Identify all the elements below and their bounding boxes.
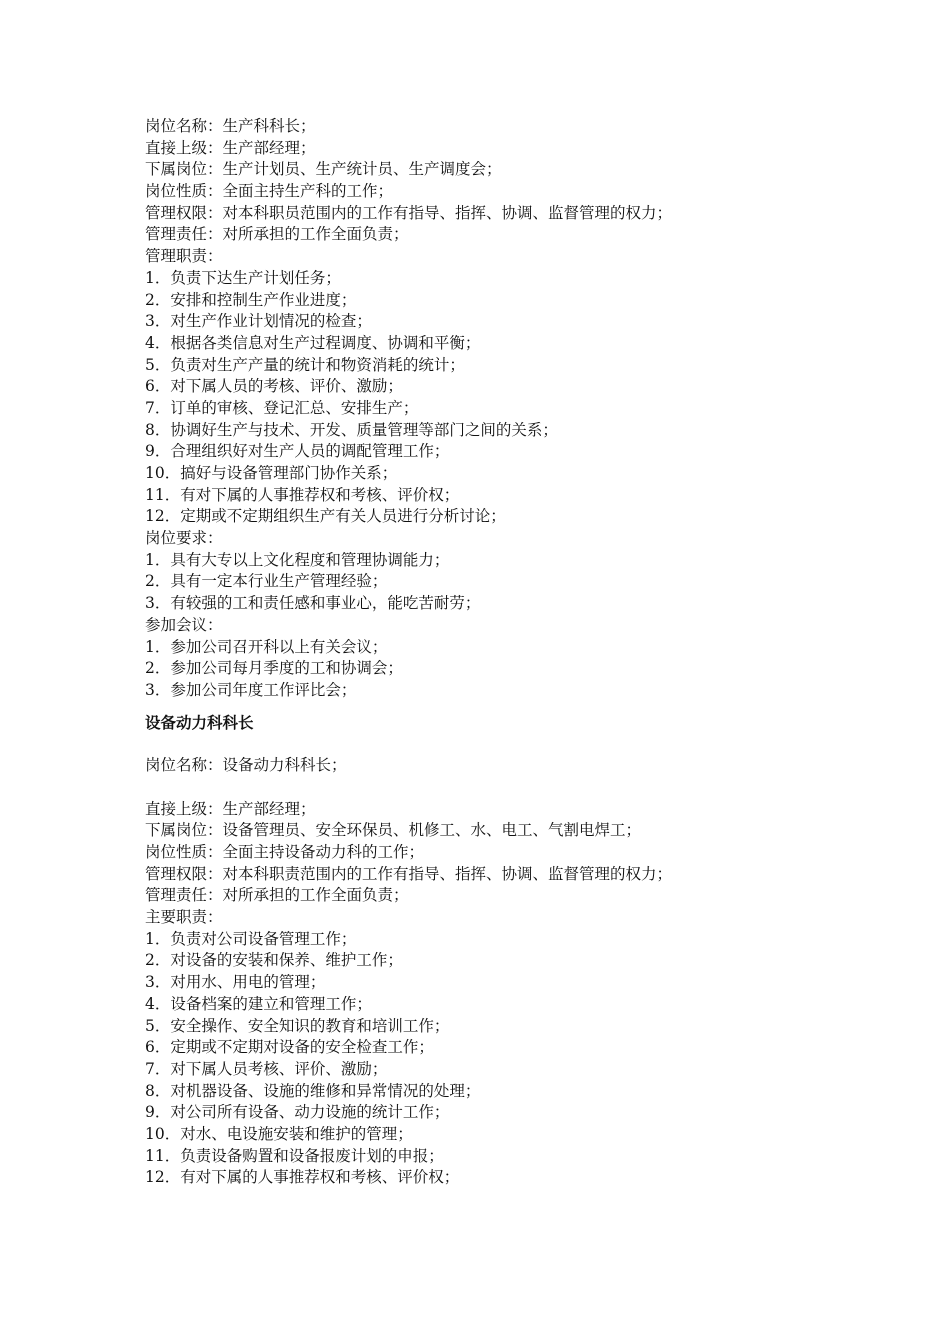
section-heading: 设备动力科科长 — [145, 713, 254, 732]
list-item: 3．对用水、用电的管理； — [145, 973, 326, 992]
text-line: 管理责任：对所承担的工作全面负责； — [145, 886, 409, 905]
list-item: 12．定期或不定期组织生产有关人员进行分析讨论； — [145, 507, 506, 526]
list-item: 7．订单的审核、登记汇总、安排生产； — [145, 398, 419, 417]
list-item: 7．对下属人员考核、评价、激励； — [145, 1059, 388, 1078]
text-line: 下属岗位：生产计划员、生产统计员、生产调度会； — [145, 160, 502, 179]
text-line: 管理权限：对本科职员范围内的工作有指导、指挥、协调、监督管理的权力； — [145, 203, 673, 222]
list-item: 3．有较强的工和责任感和事业心，能吃苦耐劳； — [145, 594, 481, 613]
list-item: 3．参加公司年度工作评比会； — [145, 680, 357, 699]
spacer — [145, 734, 905, 756]
text-line: 直接上级：生产部经理； — [145, 138, 316, 157]
list-item: 10．对水、电设施安装和维护的管理； — [145, 1124, 413, 1143]
text-line: 管理责任：对所承担的工作全面负责； — [145, 225, 409, 244]
text-line: 直接上级：生产部经理； — [145, 799, 316, 818]
list-item: 5．安全操作、安全知识的教育和培训工作； — [145, 1016, 450, 1035]
list-item: 6．对下属人员的考核、评价、激励； — [145, 377, 403, 396]
text-line: 主要职责： — [145, 908, 223, 927]
text-line: 岗位性质：全面主持设备动力科的工作； — [145, 843, 425, 861]
list-item: 4．根据各类信息对生产过程调度、协调和平衡； — [145, 333, 481, 352]
spacer — [145, 777, 905, 799]
section-equipment-power-chief — [145, 712, 905, 1189]
list-item: 1．参加公司召开科以上有关会议； — [145, 637, 388, 656]
text-line: 管理权限：对本科职责范围内的工作有指导、指挥、协调、监督管理的权力； — [145, 864, 673, 883]
document-body — [145, 116, 905, 1189]
list-item: 4．设备档案的建立和管理工作； — [145, 994, 372, 1013]
list-item: 9．对公司所有设备、动力设施的统计工作； — [145, 1103, 450, 1122]
list-item: 11．负责设备购置和设备报废计划的申报； — [145, 1146, 444, 1165]
list-item: 2．具有一定本行业生产管理经验； — [145, 572, 388, 591]
list-item: 2．安排和控制生产作业进度； — [145, 290, 357, 309]
text-line: 岗位要求： — [145, 529, 223, 548]
text-line: 岗位名称：设备动力科科长； — [145, 756, 347, 775]
list-item: 3．对生产作业计划情况的检查； — [145, 312, 372, 331]
text-line: 岗位性质：全面主持生产科的工作； — [145, 182, 394, 201]
list-item: 1．负责下达生产计划任务； — [145, 268, 341, 287]
section-production-chief — [145, 116, 905, 702]
list-item: 5．负责对生产产量的统计和物资消耗的统计； — [145, 355, 465, 374]
text-line: 下属岗位：设备管理员、安全环保员、机修工、水、电工、气割电焊工； — [145, 821, 642, 840]
list-item: 11．有对下属的人事推荐权和考核、评价权； — [145, 485, 460, 504]
list-item: 2．参加公司每月季度的工和协调会； — [145, 659, 403, 678]
list-item: 8．对机器设备、设施的维修和异常情况的处理； — [145, 1081, 481, 1100]
list-item: 6．定期或不定期对设备的安全检查工作； — [145, 1038, 434, 1057]
text-line: 岗位名称：生产科科长； — [145, 117, 316, 135]
list-item: 1．具有大专以上文化程度和管理协调能力； — [145, 550, 450, 569]
list-item: 8．协调好生产与技术、开发、质量管理等部门之间的关系； — [145, 420, 558, 439]
text-line: 管理职责： — [145, 247, 223, 266]
list-item: 10．搞好与设备管理部门协作关系； — [145, 464, 398, 482]
text-line: 参加会议： — [145, 615, 223, 634]
list-item: 1．负责对公司设备管理工作； — [145, 929, 357, 948]
list-item: 9．合理组织好对生产人员的调配管理工作； — [145, 442, 450, 461]
list-item: 12．有对下属的人事推荐权和考核、评价权； — [145, 1168, 460, 1187]
list-item: 2．对设备的安装和保养、维护工作； — [145, 951, 403, 970]
